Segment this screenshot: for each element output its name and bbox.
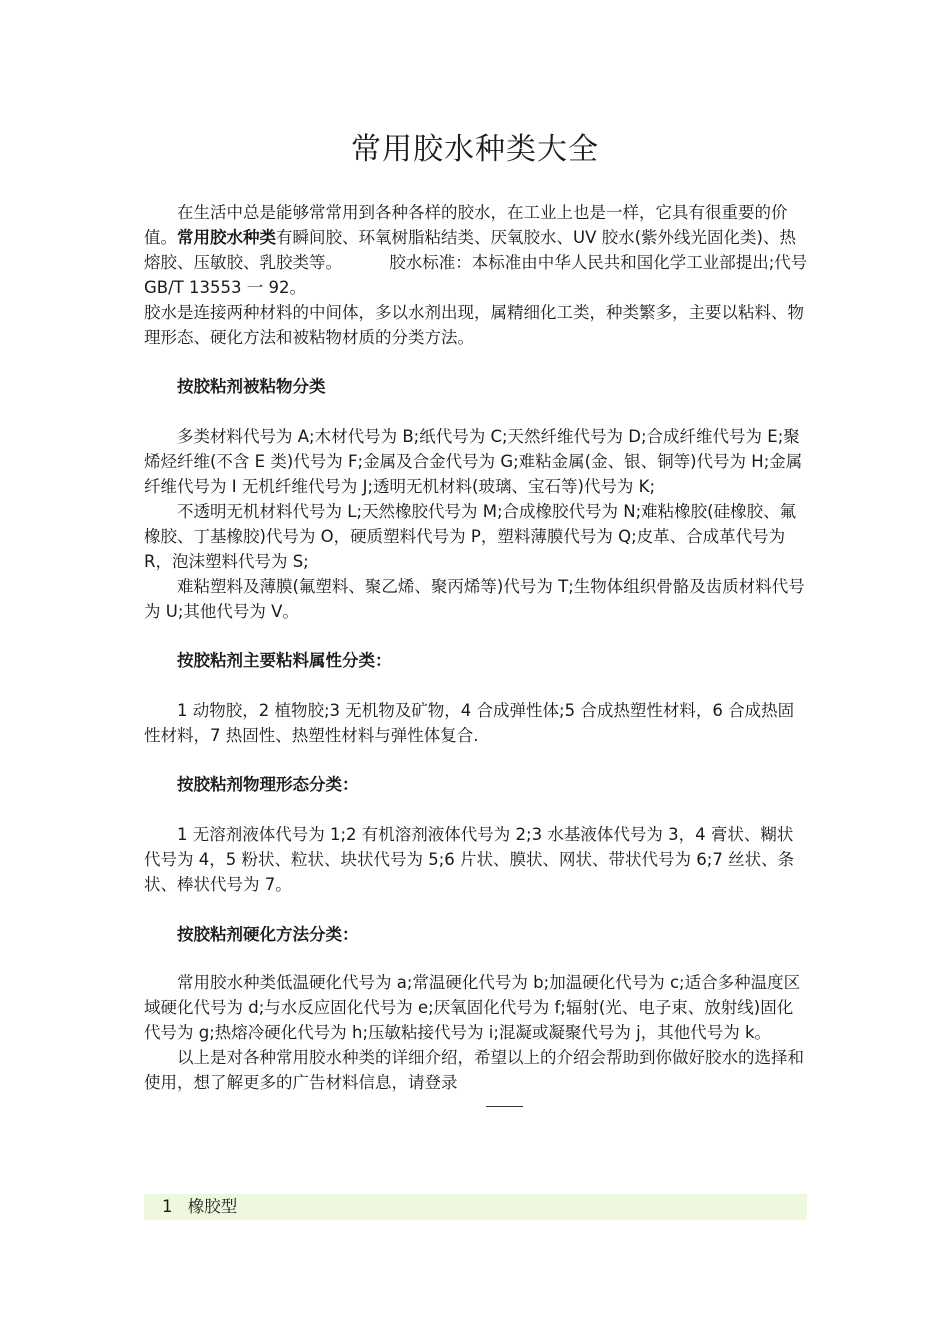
intro-paragraph-1	[144, 200, 808, 300]
document-title: 常用胶水种类大全	[351, 132, 599, 167]
list-item-bar	[144, 1194, 807, 1220]
link-underline	[486, 1106, 523, 1107]
intro-block	[144, 200, 808, 350]
heading-curing: 按胶粘剂硬化方法分类：	[177, 925, 359, 944]
intro-text-b: 有瞬间胶、环氧树脂粘结类、厌氧胶水、UV 胶水(紫外线光固化类)、热熔胶、压敏胶、乳胶类等。 胶水标准：本标准由中华人民共和国化学工业部提出;代号 GB/T 13553 一 92。	[144, 228, 808, 297]
list-item-number: 1	[162, 1197, 173, 1216]
intro-text-a: 在生活中总是能够常常用到各种各样的胶水，在工业上也是一样，它具有很重要的价值。	[144, 203, 788, 247]
closing-paragraph: 以上是对各种常用胶水种类的详细介绍，希望以上的介绍会帮助到你做好胶水的选择和使用，想了解更多的广告材料信息，请登录	[144, 1048, 804, 1092]
heading-form: 按胶粘剂物理形态分类：	[177, 775, 359, 794]
adherend-paragraph-2: 不透明无机材料代号为 L;天然橡胶代号为 M;合成橡胶代号为 N;难粘橡胶(硅橡胶、氟橡胶、丁基橡胶)代号为 O，硬质塑料代号为 P，塑料薄膜代号为 Q;皮革、合成革代号为 R，泡沫塑料代号为 S;	[144, 502, 797, 571]
curing-block	[144, 970, 808, 1095]
heading-adherend: 按胶粘剂被粘物分类	[177, 377, 326, 396]
form-block	[144, 822, 808, 897]
list-item-label: 橡胶型	[187, 1197, 238, 1216]
binder-block	[144, 698, 808, 748]
form-paragraph-1: 1 无溶剂液体代号为 1;2 有机溶剂液体代号为 2;3 水基液体代号为 3，4 膏状、糊状代号为 4，5 粉状、粒状、块状代号为 5;6 片状、膜状、网状、带状代号为 6;7 丝状、条状、棒状代号为 7。	[144, 825, 795, 894]
curing-paragraph-1: 常用胶水种类低温硬化代号为 a;常温硬化代号为 b;加温硬化代号为 c;适合多种温度区域硬化代号为 d;与水反应固化代号为 e;厌氧固化代号为 f;辐射(光、电子束、放射线)固化代号为 g;热熔冷硬化代号为 h;压敏粘接代号为 i;混凝或凝聚代号为 j，其他代号为 k。	[144, 973, 801, 1042]
adherend-paragraph-1: 多类材料代号为 A;木材代号为 B;纸代号为 C;天然纤维代号为 D;合成纤维代号为 E;聚烯烃纤维(不含 E 类)代号为 F;金属及合金代号为 G;难粘金属(金、银、铜等)代号为 H;金属纤维代号为 I 无机纤维代号为 J;透明无机材料(玻璃、宝石等)代号为 K;	[144, 427, 803, 496]
heading-binder: 按胶粘剂主要粘料属性分类：	[177, 651, 392, 670]
adherend-block	[144, 424, 808, 624]
binder-paragraph-1: 1 动物胶，2 植物胶;3 无机物及矿物，4 合成弹性体;5 合成热塑性材料，6 合成热固性材料，7 热固性、热塑性材料与弹性体复合.	[144, 701, 795, 745]
intro-paragraph-2: 胶水是连接两种材料的中间体，多以水剂出现，属精细化工类，种类繁多，主要以粘料、物理形态、硬化方法和被粘物材质的分类方法。	[144, 303, 804, 347]
intro-bold-keyword: 常用胶水种类	[177, 228, 276, 247]
adherend-paragraph-3: 难粘塑料及薄膜(氟塑料、聚乙烯、聚丙烯等)代号为 T;生物体组织骨骼及齿质材料代号为 U;其他代号为 V。	[144, 577, 805, 621]
